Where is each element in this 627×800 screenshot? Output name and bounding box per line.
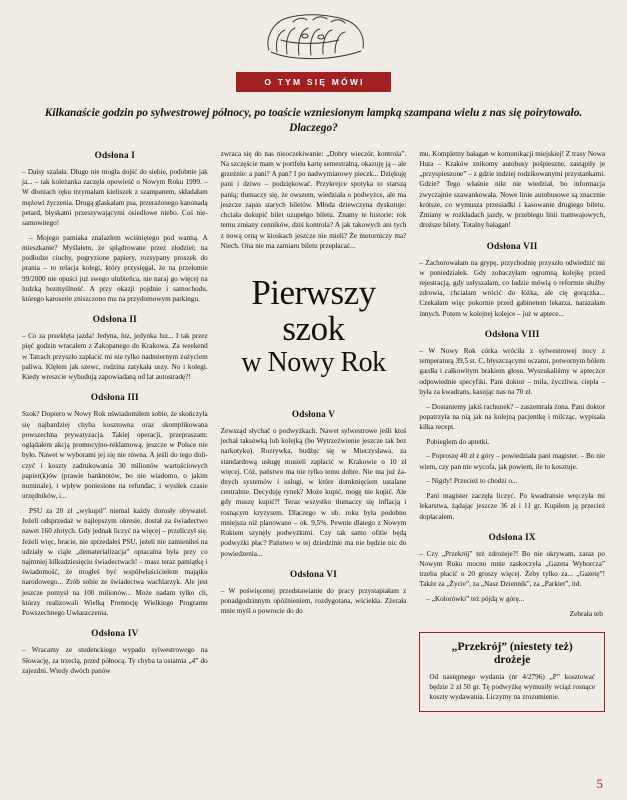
byline-signoff: Zebrała teb — [569, 609, 604, 619]
paragraph: – Co za przeklęta jazda! Jedyna, luz, jedynka luz... I tak przez pięć godzin wracałem z Zakopanego do Krakowa. Za weekend w Tatrach przyszło zapłacić mi nie tylko nadmiernym zużyciem paliwa. Klęłem jak szewc, rodzina zatykała uszy. No i kolegi. Kiedy wreszcie wybudują zapowiadaną od lat autostradę?! — [22, 332, 208, 382]
notice-title — [429, 640, 595, 667]
page-number: 5 — [596, 776, 603, 791]
paragraph: – Czy „Przekrój” też zdrożeje?! Bo nie ukrywam, zaraz po Nowym Roku mocno mnie zaskoczyła „Gazeta Wyborcza” trzeba płacić o 20 groszy więcej. Żeby tylko za... „Gazetę”! Także za „Życie”, za „Nasz Dziennik”, za „Parkiet”, itd. — [419, 549, 606, 589]
headline-line-2: szok — [282, 308, 345, 348]
paragraph: – Mojego pamiaka znalazłem wciśniętego pod wanną. A mieszkanie? Myślałem, że splądrowane przez złodziei; na podłodze ciuchy, pogryzione papiery, rozsypany proszek do prania – to relacja kolegi, który przysięgał, że na przełomie 99/2000 nie opuści już swego ulubieńca, nie naraj go więcej na ludzką bezmyślność. A przy okazji pojdnie i samochodu, którego karoserie zniszczono mu na przydomowym parkingu. — [22, 233, 208, 303]
headline-line-3: w Nowy Rok — [241, 347, 386, 379]
price-increase-notice — [419, 632, 605, 712]
paragraph: Szok? Dopiero w Nowy Rok uświadomiłem sobie, że skończyła się najbardziej chyba kosztowna oraz skomplikowana powszechna prywatyzacja. Takiej operacji, przepraszam: oglądałem akcją promocyjno-reklamową, jeszcze w Polsce nie było. Nawet w wyborami jej się nie równa. A jeśli do tego doliczyć i koszty zadrukowania 30 milionów wartościowych papier(k)ów (prawie banknotów, bo nie wiadomo, o jakim nominale), i wpływ poniesione na refundac, i wysiłek czasie urzędników, i... — [22, 410, 208, 501]
notice-title-line-2: drożeje — [493, 653, 531, 667]
masthead — [22, 10, 605, 70]
subheading: Odsłona VII — [486, 240, 538, 251]
notice-body: Od następnego wydania (nr 4/2796) „P” kosztować będzie 2 zł 50 gr. Tę podwyżkę wymusiły wciąż rosnące koszty wydawania. Liczymy na zrozumienie. — [429, 672, 596, 702]
paragraph: – Nigdy! Przecież to chodzi o... — [426, 477, 518, 486]
subheading: Odsłona IV — [91, 628, 139, 639]
paragraph: – Zachorowałam na grypę, przychodnię przyszło odwiedzić mi w poniedziałek. Gdy zobaczyłam ogromną kolejkę przed rejestracją, gdy usłyszałam, co ludzie mówią o reformie służby zdrowia, chciałam wrócić do łóżka, ale cię gorączka... Czekałam więc pokornie przed gabinetem lekarza, narazałam innych. Potem w kolejnej kolejce – już w aptece... — [419, 258, 606, 318]
section-ribbon — [22, 72, 605, 92]
subheading: Odsłona III — [90, 392, 139, 403]
paragraph: – W Nowy Rok córka wróciła z sylwestrowej nocy z temperaturą 39,5 st. C, błyszczącymi oczami, potwornym bólem gardła i całkowitym brakiem głosu. Wyszukaliśmy w apteczce odpowiednie specyfiki. Pani doktor – miła, życzliwa, ciepła – była za kwadrans, kasując nas na 70 zł. — [419, 346, 606, 396]
paragraph: Pani magister zaczęła liczyć. Po kwadransie wręczyła mi lekarstwa, żądając jeszcze 36 zł i 11 gr. Kupiłem ją przecież dopłacałem. — [419, 492, 606, 521]
paragraph: – „Kolorówki” też pójdą w górę... — [426, 595, 525, 604]
article-headline — [221, 272, 407, 379]
section-ribbon-label: O TYM SIĘ MÓWI — [236, 72, 390, 92]
paragraph: – Dostaniemy jakiś rachunek? – zaszemrała żona. Pani doktor popatrzyła na nią jak na kolejną pacjentkę i milcząc, wypisała kilka recept. — [419, 402, 606, 431]
column-3 — [419, 149, 605, 759]
column-2 — [221, 149, 407, 759]
przekroj-doodle-logo — [259, 10, 379, 66]
paragraph: – Daisy szalała. Długo nie mogła dojść do siebie, podobnie jak ja... – tak koleżanka zaczęła opowieść o Nowym Roku 1999. – W dłoniach ręku trzymałam kieliszek z szampanem, składałam mężowi życzenia. Drugą glaskałam psa, przerażonego kanonadą petard, błyskami przeszywającymi osiedlowe niebo. Coś niesamowitego! — [22, 167, 208, 227]
subheading: Odsłona I — [94, 149, 136, 160]
standfirst: Kilkanaście godzin po sylwestrowej północy, po toaście wzniesionym lampką szampana wielu z nas się poirytowało. Dlaczego? — [44, 107, 583, 135]
paragraph: zwraca się do nas nieoczekiwanie: „Dobry wieczór, kontrola”. Na szczęście mam w portfelu kartę semestralną, okazuję ją – ale grzeżnie: a pani? A pan? I po nadwymiarowy pieczk... Dziękuję pani i dziwo – podziękować. Przykrejce spotyka to starszą panią; tłumaczy się, że owszem, wiedziała o podwyżce, ale ma jeszcze zapas starych biletów. Młoda dziewczyna dyskutuje: chciała dokupić bilet uzupełgo biletu. Znamy te historie: rok temu zmiany cenników, dziś kontrola? A jak takowych ani tych z nową ceną w kioskach jeszcze nie mieli? Że motorniczy ma? Niech. Ona nie ma zamiaru biletu przepłacać... — [220, 149, 407, 250]
paragraph: Zewsząd słychać o podwyżkach. Nawet sylwestrowe jeśli ktoś jechał taksówką lub kolejką (bo Wytrzeźwienie jeszcze tak bez narkotyku). Rozrywka, budżęc się w Mieczysława, za standardową usługę musieli zapłacić w Krakowie o 10 zł więcej. Cóż, państwo ma nie tylko temu dobre. Nie ma już żadnych systemów i usługi, w które domknięciem ustalane centralnie. Decyduję rynek? Może kupić, mogę nie kupić. Ale gdy muszę kupić?! Teraz wszystko tłumaczy się inflacją i rosnącym kryzysem. Dlaczego w ub. roku była podobno mniejsza niż planowano – ok. 9,5%. Pewnie dlatego z Nowym Rokiem szynęły podwyżkimi. Czy tak samo ofitie będą podwyżki płac? Państwo w tej dziedzinie ma nie będzie nic do powiedzenia... — [220, 426, 407, 558]
paragraph: Pobieglem do aptetki. — [426, 437, 490, 446]
subheading: Odsłona IX — [488, 531, 536, 542]
paragraph: mu. Kompletny bałagan w komunikacji miejskiej! Z trasy Nowa Huta – Kraków znikomy autobusy pośpieszne, zastąpiły je „przyspieszone” – z gdzie indziej rodzikowanymi przystankami. Gdzie? Tego właśnie nikt nie wiedział, bo informacja zwyczajnie szawankowała. Nowe linie autobusowe są znacznie krótsze, co wymusza przesiadki i kasowanie drugiego biletu. Zmiany w rozkładach jazdy, w przebiegu linii tramwajowych, droższe bilety. Totalny bałagan! — [419, 149, 606, 230]
paragraph: – Poproszę 40 zł z góry – powiedziała pani magister. – Bo nie wiem, czy pan nie wycofa, jak powiem, ile to kosztuje. — [419, 452, 606, 471]
subheading: Odsłona VI — [289, 568, 338, 579]
column-1 — [22, 149, 208, 759]
headline-line-1: Pierwszy — [251, 272, 376, 312]
subheading: Odsłona II — [92, 314, 137, 325]
subheading: Odsłona VIII — [484, 328, 540, 339]
paragraph: – Wracamy ze studenckiego wypadu sylwestrowego na Słowację, za trzecią, przed północą. Ty chyba ta ostatnia „4” do zajezdni. Wtedy dwóch panów — [22, 646, 208, 675]
article-columns — [22, 149, 605, 759]
subheading: Odsłona V — [291, 408, 336, 419]
notice-title-line-1: „Przekrój” (niestety też) — [451, 639, 573, 653]
paragraph: – W poświęcenej przedstawianie do pracy przystapiałam z ponadgodzinnym opóźnieniem, rozdygotana, wściekła. Zżerała mnie myśl o powrocie do do — [220, 586, 407, 616]
paragraph: PSU za 20 zł „wykupił” niemal każdy dorosły obywatel. Jeżeli odsprzedaż w najlepszym okresie, dostał za świadectwo nawet 160 złotych. Gdy jednak liczyć na więcej – przeliczył się. Jeżeli więc, bracie, nie sprzedałeś PSU, jeżeli nie zamieniłeś na udziały w ciąle „dematerializacja” optacalna była przy co najmniej kilkudziesięciu świadectwach! – masz teraz pamiątkę i świadomość, że mogłeś być współwłaścicielem majątku narodowego... Zrób sobie ze świadectwa wachlarzyk. Ale jest jeszcze pomysł na 100 milionów... Może nadam tylko cli, którzy realizowali Wielką Promocję Wielkiego Programu Powszechnego Uwłaszczenia. — [22, 506, 208, 618]
